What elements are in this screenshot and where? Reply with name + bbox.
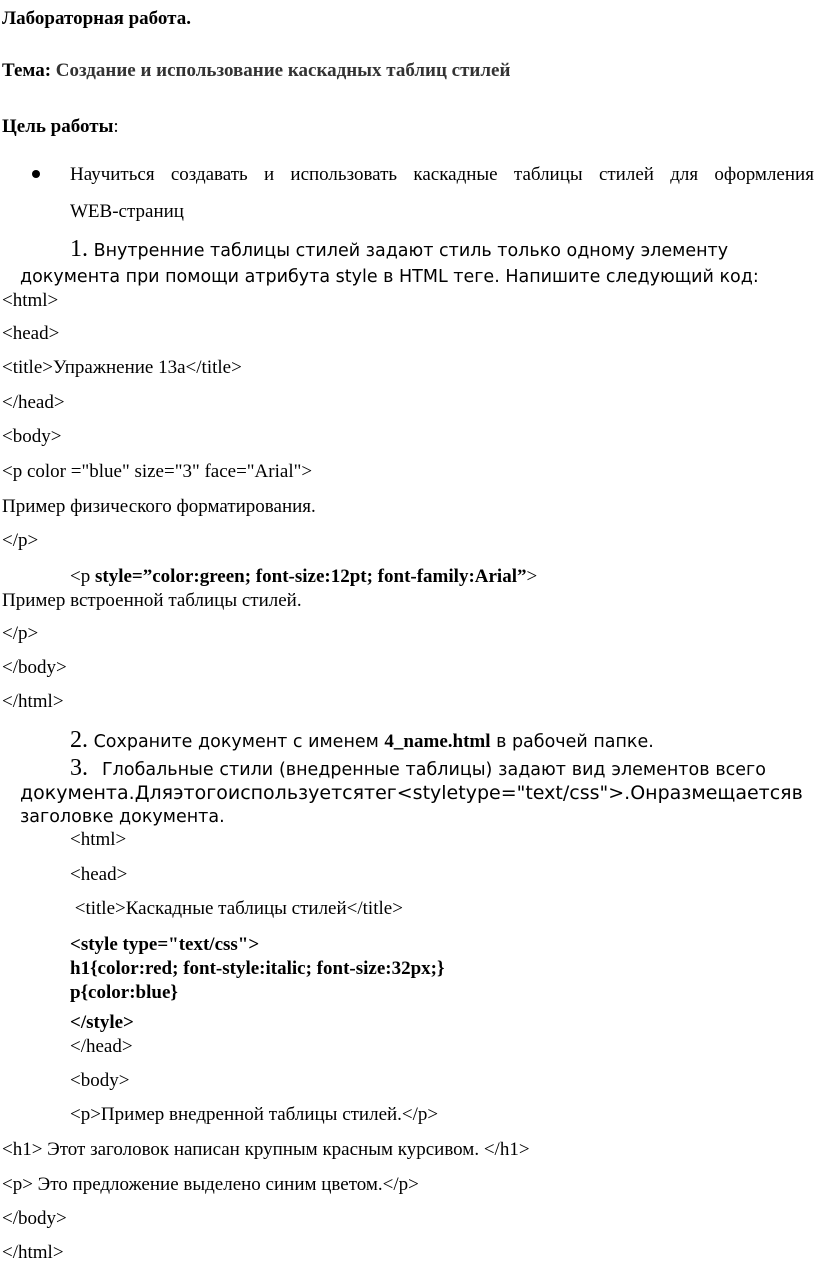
code2-p-line: <p>Пример внедренной таблицы стилей.</p> (70, 1104, 439, 1125)
code1-p2-close: </p> (2, 623, 39, 644)
code2-rule-h1: h1{color:red; font-style:italic; font-size:32px;} (70, 958, 445, 979)
section3-word: <style (396, 782, 459, 804)
goal-word: для (670, 164, 699, 185)
section3-word: размещается (657, 782, 792, 804)
code1-p2-open-start: <p (70, 566, 95, 587)
code1-p2-text: Пример встроенной таблицы стилей. (2, 590, 302, 611)
section2-line (70, 729, 654, 753)
goal-bullet-line2: WEB-страниц (70, 201, 184, 222)
code1-p2-open (70, 566, 537, 588)
code2-body-close: </body> (2, 1208, 67, 1229)
section3-line2 (20, 782, 803, 804)
section3-word: в (791, 782, 803, 804)
goal-word: каскадные (413, 164, 498, 185)
goal-word: создавать (170, 164, 248, 185)
code2-h1-line: <h1> Этот заголовок написан крупным красным курсивом. </h1> (2, 1139, 530, 1160)
section2-number: 2. (70, 727, 88, 753)
section3-line1 (70, 757, 766, 781)
goal-word: стилей (598, 164, 654, 185)
goal-heading (2, 116, 119, 138)
topic-label: Тема: (2, 60, 52, 81)
code2-html-open: <html> (70, 829, 127, 850)
code1-html-close: </html> (2, 691, 64, 712)
code1-p-text: Пример физического форматирования. (2, 496, 316, 517)
section3-word: Он (630, 782, 658, 804)
code1-head-close: </head> (2, 392, 65, 413)
code2-rule-p: p{color:blue} (70, 982, 178, 1003)
section3-word: Глобальные (102, 760, 214, 780)
section1-intro-line2: документа при помощи атрибута style в HTML теге. Напишите следующий код: (20, 267, 759, 287)
section2-text-before: Сохраните документ с именем (88, 732, 385, 752)
section1-intro-line1 (70, 238, 728, 262)
goal-word: оформления (714, 164, 814, 185)
code1-html-open: <html> (2, 290, 59, 311)
code1-p2-open-end: > (526, 566, 538, 587)
code2-p2-line: <p> Это предложение выделено синим цветом.</p> (2, 1174, 419, 1195)
code1-p-close: </p> (2, 530, 39, 551)
section3-line1-words (102, 759, 766, 781)
goal-bullet-line1 (70, 164, 814, 186)
section3-word: Для (134, 782, 174, 804)
code2-style-open: <style type="text/css"> (70, 934, 260, 955)
section2-filename: 4_name.html (384, 731, 491, 752)
code2-title: <title>Каскадные таблицы стилей</title> (70, 898, 403, 919)
goal-colon: : (113, 116, 119, 137)
goal-word: использовать (290, 164, 398, 185)
topic-text: Создание и использование каскадных таблиц стилей (51, 60, 511, 81)
section3-line3: заголовке документа. (20, 807, 225, 827)
code2-html-close: </html> (2, 1242, 64, 1263)
topic-line (2, 60, 510, 82)
section1-number: 1. (70, 236, 88, 262)
code1-p2-style-attr: style=”color:green; font-size:12pt; font-family:Arial” (94, 566, 527, 587)
bullet-icon (32, 170, 40, 178)
section3-word: вид (571, 760, 606, 780)
code2-head-close: </head> (70, 1036, 133, 1057)
section3-number: 3. (70, 755, 88, 781)
code2-head-open: <head> (70, 864, 128, 885)
section3-word: (внедренные (278, 760, 400, 780)
section3-word: задают (498, 760, 566, 780)
section3-word: используется (227, 782, 365, 804)
goal-word: Научиться (70, 164, 155, 185)
goal-word: таблицы (513, 164, 583, 185)
section3-word: этого (173, 782, 228, 804)
section3-word: документа. (20, 782, 135, 804)
document-title: Лабораторная работа. (2, 8, 191, 29)
section2-text-after: в рабочей папке. (490, 732, 654, 752)
section3-word: всего (715, 760, 766, 780)
code2-body-open: <body> (70, 1070, 130, 1091)
code2-style-close: </style> (70, 1012, 134, 1033)
section1-text-line1: Внутренние таблицы стилей задают стиль только одному элементу (88, 241, 729, 261)
code1-body-open: <body> (2, 426, 62, 447)
goal-word: и (263, 164, 275, 185)
section3-word: стили (219, 760, 274, 780)
section3-word: type="text/css">. (458, 782, 631, 804)
section3-word: тег (364, 782, 397, 804)
section3-word: таблицы) (405, 760, 493, 780)
section3-word: элементов (611, 760, 710, 780)
code1-body-close: </body> (2, 657, 67, 678)
code1-title: <title>Упражнение 13а</title> (2, 357, 242, 378)
code1-p-open: <p color ="blue" size="3" face="Arial"> (2, 461, 313, 482)
code1-head-open: <head> (2, 323, 60, 344)
goal-label: Цель работы (2, 116, 114, 137)
